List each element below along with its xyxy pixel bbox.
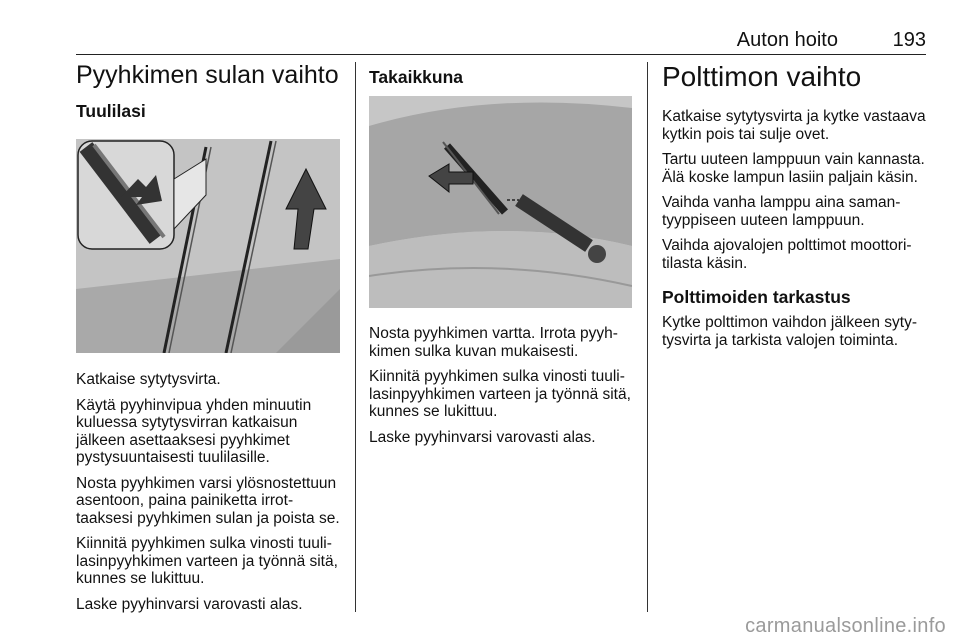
left-column [76,60,342,621]
right-paragraph: Tartu uuteen lamppuun vain kannasta. Älä koske lampun lasiin paljain käsin. [662,151,925,186]
windshield-wiper-illustration [76,139,340,353]
section-title: Auton hoito [736,29,838,51]
middle-subtitle: Takaikkuna [369,67,464,87]
left-subtitle: Tuulilasi [76,101,146,121]
right-column [662,60,928,357]
column-divider [647,62,648,612]
right-paragraph: Vaihda ajovalojen polttimot moottoritilasta käsin. [662,237,912,272]
left-paragraph: Laske pyyhinvarsi varovasti alas. [76,595,303,613]
left-title: Pyyhkimen sulan vaihto [76,61,339,89]
left-paragraph: Nosta pyyhkimen varsi ylösnostettuun asentoon, paina painiketta irrottaaksesi pyyhkimen sulan ja poista se. [76,474,340,527]
left-paragraph: Katkaise sytytysvirta. [76,371,221,388]
column-divider [355,62,356,612]
middle-paragraph: Laske pyyhinvarsi varovasti alas. [369,428,596,446]
middle-paragraph: Nosta pyyhkimen vartta. Irrota pyyhkimen sulka kuvan mukaisesti. [369,325,618,360]
right-paragraph: Kytke polttimon vaihdon jälkeen sytytysvirta ja tarkista valojen toiminta. [662,314,918,349]
middle-paragraph: Kiinnitä pyyhkimen sulka vinosti tuulilasinpyyhkimen varteen ja työnnä sitä, kunnes se lukittuu. [369,368,631,420]
middle-column [369,60,635,454]
right-paragraph: Katkaise sytytysvirta ja kytke vastaava kytkin pois tai sulje ovet. [662,108,926,143]
page-header [76,28,926,55]
right-subtitle: Polttimoiden tarkastus [662,287,851,307]
right-paragraph: Vaihda vanha lamppu aina samantyyppiseen uuteen lamppuun. [662,194,901,229]
rear-window-wiper-illustration [369,96,632,308]
watermark: carmanualsonline.info [745,615,946,637]
left-paragraph: Kiinnitä pyyhkimen sulka vinosti tuulilasinpyyhkimen varteen ja työnnä sitä, kunnes se lukittuu. [76,535,338,587]
right-title: Polttimon vaihto [662,61,862,92]
page-number: 193 [892,29,926,51]
left-paragraph: Käytä pyyhinvipua yhden minuutin kuluessa sytytysvirran katkaisun jälkeen asettaaksesi pyyhkimet pystysuuntaisesti tuulilasille. [76,396,312,466]
